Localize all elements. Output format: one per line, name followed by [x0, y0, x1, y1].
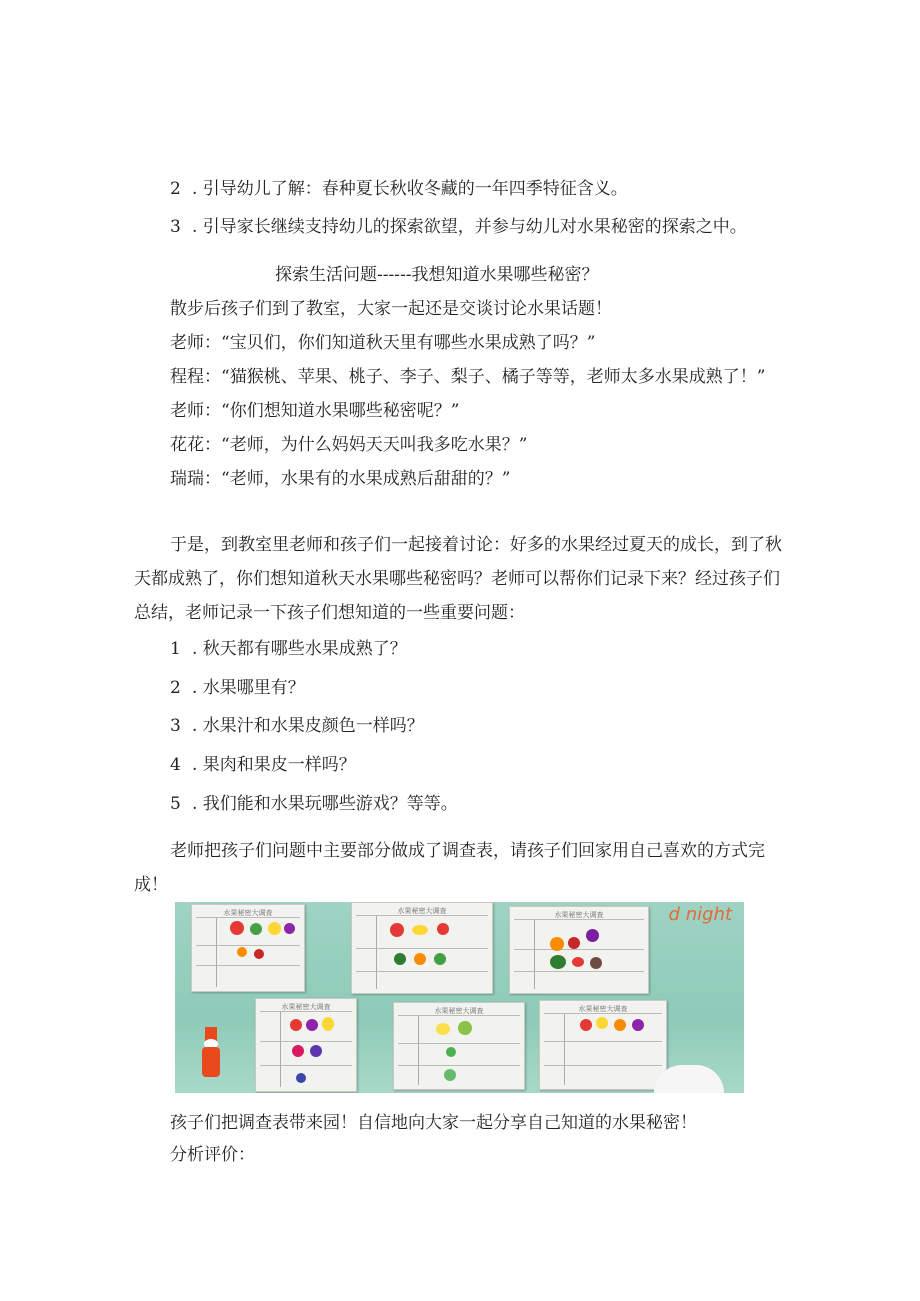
dialogue-line: 老师：“你们想知道水果哪些秘密呢？”	[170, 401, 460, 421]
dialogue-line: 老师：“宝贝们，你们知道秋天里有哪些水果成熟了吗？”	[170, 333, 596, 353]
photo-corner-text: d night	[668, 904, 732, 925]
survey-line: 成！	[134, 875, 168, 895]
dialogue-line: 花花：“老师，为什么妈妈天天叫我多吃水果？”	[170, 435, 528, 455]
survey-sheet	[393, 1002, 525, 1090]
paragraph-line: 天都成熟了，你们想知道秋天水果哪些秘密吗？老师可以帮你们记录下来？经过孩子们	[134, 569, 780, 589]
question-item	[170, 792, 458, 816]
question-text: . 水果哪里有？	[192, 678, 305, 698]
question-item	[170, 637, 407, 661]
question-item	[170, 676, 305, 700]
question-number: 3	[170, 716, 181, 736]
list-text: . 引导家长继续支持幼儿的探索欲望，并参与幼儿对水果秘密的探索之中。	[192, 217, 747, 237]
sheet-title: 水果秘密大调查	[397, 907, 447, 915]
paragraph-line: 于是，到教室里老师和孩子们一起接着讨论：好多的水果经过夏天的成长，到了秋	[170, 535, 782, 555]
dialogue-line: 瑞瑞：“老师，水果有的水果成熟后甜甜的？”	[170, 469, 511, 489]
survey-sheet	[539, 1000, 667, 1090]
list-number: 3	[170, 217, 181, 237]
after-photo-text: 孩子们把调查表带来园！自信地向大家一起分享自己知道的水果秘密！	[170, 1113, 697, 1133]
cartoon-figure	[200, 1027, 222, 1082]
sheet-title: 水果秘密大调查	[223, 909, 273, 917]
question-text: . 果肉和果皮一样吗？	[192, 755, 356, 775]
survey-sheet	[509, 906, 649, 994]
list-item	[170, 177, 628, 201]
analysis-heading: 分析评价：	[170, 1145, 255, 1165]
question-number: 1	[170, 639, 181, 659]
survey-sheet	[351, 902, 493, 994]
survey-sheet	[255, 998, 357, 1092]
list-item	[170, 215, 747, 239]
list-number: 2	[170, 179, 181, 199]
question-number: 2	[170, 678, 181, 698]
question-text: . 秋天都有哪些水果成熟了？	[192, 639, 407, 659]
intro-text: 散步后孩子们到了教室，大家一起还是交谈讨论水果话题！	[170, 299, 612, 319]
dialogue-line: 程程：“猫猴桃、苹果、桃子、李子、梨子、橘子等等，老师太多水果成熟了！”	[170, 367, 766, 387]
sheet-title: 水果秘密大调查	[578, 1005, 628, 1013]
survey-line: 老师把孩子们问题中主要部分做成了调查表，请孩子们回家用自己喜欢的方式完	[170, 841, 765, 861]
paragraph-line: 总结，老师记录一下孩子们想知道的一些重要问题：	[134, 603, 525, 623]
question-text: . 水果汁和水果皮颜色一样吗？	[192, 716, 424, 736]
question-number: 4	[170, 755, 181, 775]
question-item	[170, 753, 356, 777]
question-number: 5	[170, 794, 181, 814]
list-text: . 引导幼儿了解：春种夏长秋收冬藏的一年四季特征含义。	[192, 179, 628, 199]
question-text: . 我们能和水果玩哪些游戏？等等。	[192, 794, 458, 814]
sheet-title: 水果秘密大调查	[554, 911, 604, 919]
survey-sheet	[191, 904, 305, 992]
survey-photo	[175, 902, 744, 1093]
question-item	[170, 714, 424, 738]
section-title: 探索生活问题------我想知道水果哪些秘密？	[275, 265, 599, 285]
sheet-title: 水果秘密大调查	[281, 1003, 331, 1011]
sheet-title: 水果秘密大调查	[434, 1007, 484, 1015]
